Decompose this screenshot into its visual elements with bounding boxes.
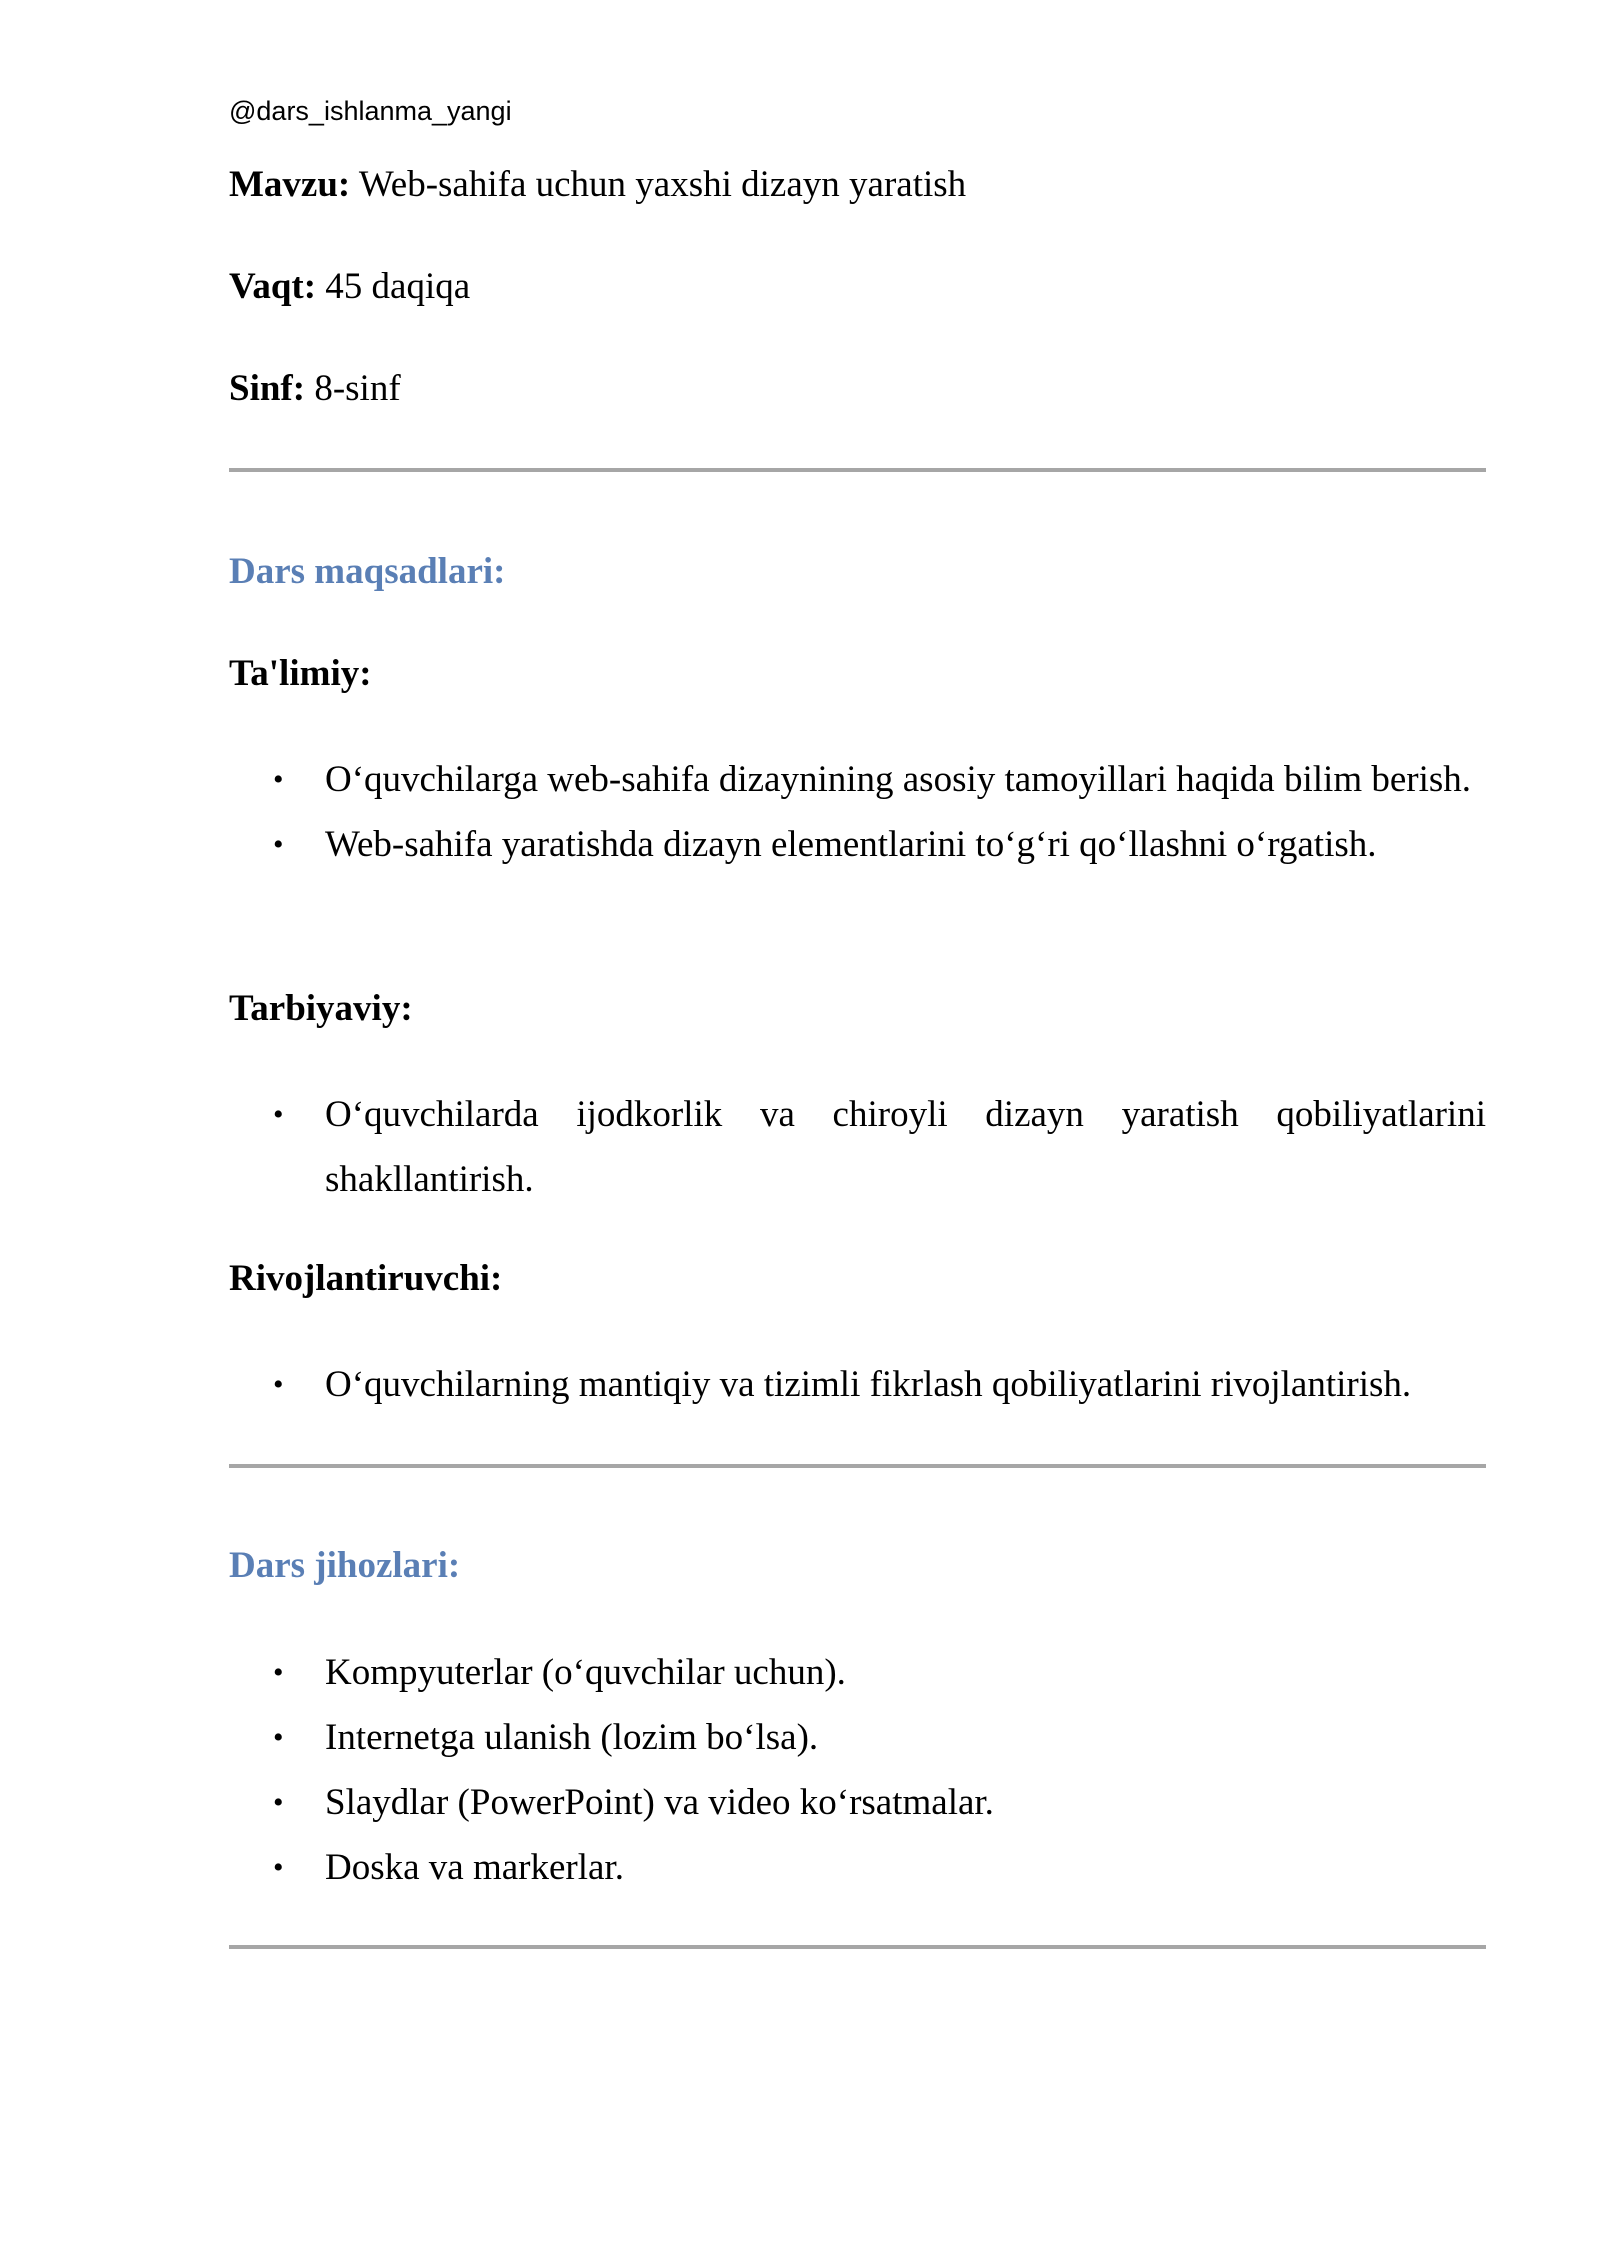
list-item: • Web-sahifa yaratishda dizayn elementlarini to‘g‘ri qo‘llashni o‘rgatish. <box>229 812 1486 877</box>
list-item: • Kompyuterlar (o‘quvchilar uchun). <box>229 1640 1486 1705</box>
divider <box>229 1945 1486 1949</box>
educational-title: Ta'limiy: <box>229 653 372 694</box>
equipment-title: Dars jihozlari: <box>229 1545 461 1586</box>
list-item: • O‘quvchilarda ijodkorlik va chiroyli dizayn yaratish qobiliyatlarini shakllantirish. <box>229 1082 1486 1212</box>
class-label: Sinf: <box>229 368 306 409</box>
topic-label: Mavzu: <box>229 164 351 205</box>
developmental-title: Rivojlantiruvchi: <box>229 1258 503 1299</box>
topic-line <box>229 163 966 207</box>
class-value: 8-sinf <box>305 368 401 409</box>
list-item: • Internetga ulanish (lozim bo‘lsa). <box>229 1705 1486 1770</box>
time-label: Vaqt: <box>229 266 317 307</box>
time-value: 45 daqiqa <box>316 266 471 307</box>
channel-tag: @dars_ishlanma_yangi <box>229 96 512 126</box>
developmental-list <box>229 1352 1486 1417</box>
list-item: • O‘quvchilarning mantiqiy va tizimli fikrlash qobiliyatlarini rivojlantirish. <box>229 1352 1486 1417</box>
goals-title: Dars maqsadlari: <box>229 551 506 592</box>
divider <box>229 468 1486 472</box>
list-item: • Slaydlar (PowerPoint) va video ko‘rsatmalar. <box>229 1770 1486 1835</box>
list-item: • Doska va markerlar. <box>229 1835 1486 1900</box>
topic-value: Web-sahifa uchun yaxshi dizayn yaratish <box>350 164 967 205</box>
upbringing-title: Tarbiyaviy: <box>229 988 413 1029</box>
divider <box>229 1464 1486 1468</box>
educational-list <box>229 747 1486 877</box>
time-line <box>229 265 470 309</box>
class-line <box>229 367 401 411</box>
upbringing-list <box>229 1082 1486 1212</box>
equipment-list <box>229 1640 1486 1900</box>
list-item: • O‘quvchilarga web-sahifa dizaynining asosiy tamoyillari haqida bilim berish. <box>229 747 1486 812</box>
